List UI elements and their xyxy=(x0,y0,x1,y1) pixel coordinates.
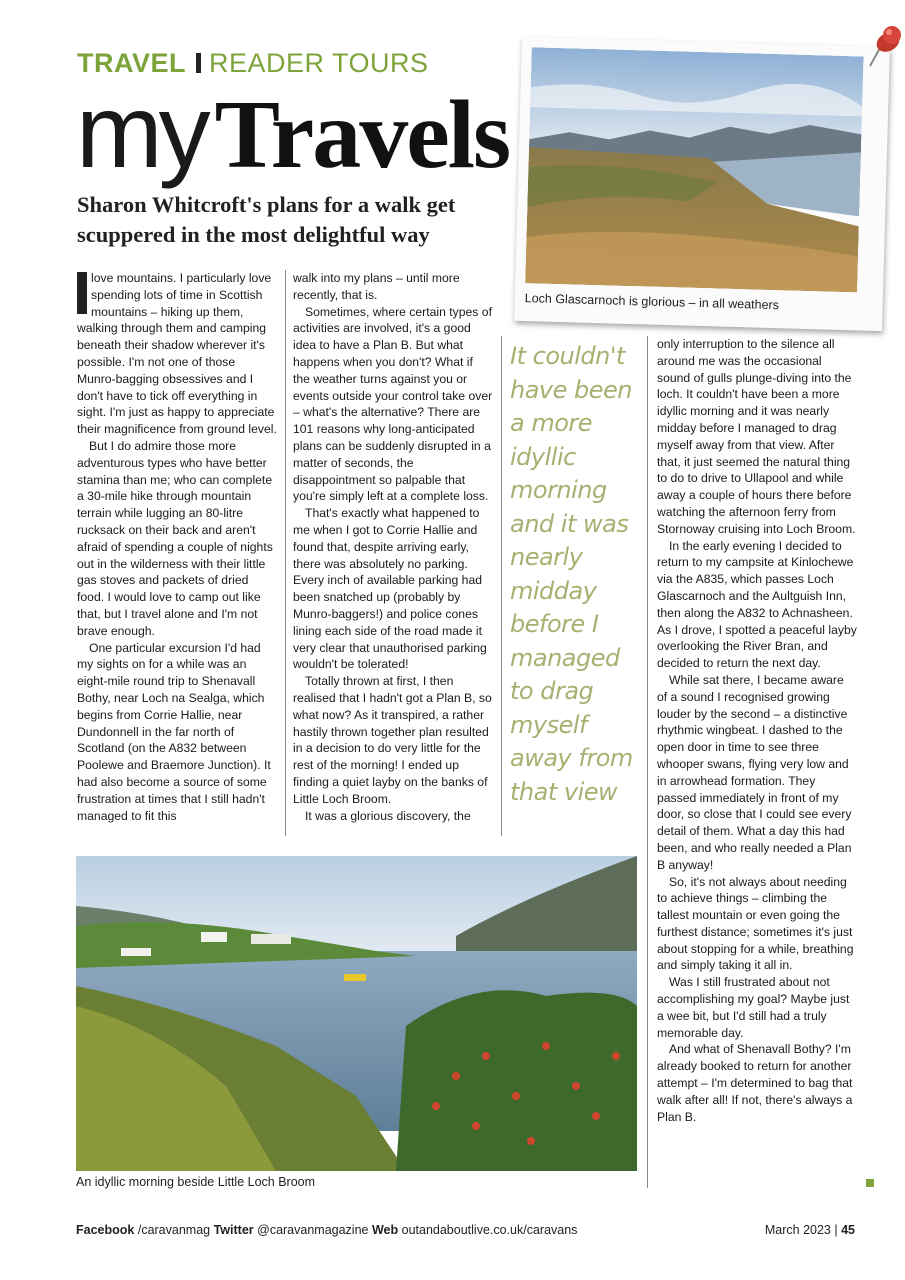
title-light: my xyxy=(76,74,207,190)
paragraph: It was a glorious discovery, the xyxy=(305,808,471,823)
article-column-2 xyxy=(293,270,493,824)
paragraph: only interruption to the silence all around me was the occasional sound of gulls plunge-diving into the loch. It couldn't have been a more idyllic morning and it was nearly midday before I managed to drag myself away from that view. After that, it just seemed the natural thing to do to drive to Ullapool and while away a couple of hours there before watching the afternoon ferry from Stornoway cruising into Loch Broom. xyxy=(657,337,856,536)
top-photo-caption: Loch Glascarnoch is glorious – in all weathers xyxy=(524,291,780,313)
little-loch-broom-photo xyxy=(76,856,637,1171)
twitter-handle[interactable]: @caravanmagazine xyxy=(257,1223,369,1237)
column-divider xyxy=(501,336,502,836)
subsection-label: READER TOURS xyxy=(209,48,429,78)
paragraph: Was I still frustrated about not accomplishing my goal? Maybe just a wee bit, but I'd still had a truly memorable day. xyxy=(657,975,850,1040)
paragraph: That's exactly what happened to me when I got to Corrie Hallie and found that, despite arriving early, there was absolutely no parking. Every inch of available parking had been snatched up (probably by Munro-baggers!) and police cones lining each side of the road made it very clear that unauthorised parking wouldn't be tolerated! xyxy=(293,506,487,672)
footer-social xyxy=(76,1223,577,1237)
page-number: 45 xyxy=(841,1223,855,1237)
section-label: TRAVEL xyxy=(77,48,186,78)
paragraph: walk into my plans – until more recently, that is. xyxy=(293,271,460,302)
column-divider xyxy=(647,336,648,1188)
pushpin-icon xyxy=(866,22,905,70)
article-column-1 xyxy=(77,270,277,824)
paragraph: But I do admire those more adventurous types who have better stamina than me; who can complete a 30-mile hike through mountain terrain while lugging an 80-litre rucksack on their back and aren't afraid of spending a couple of nights out in the wilderness with their little gas stoves and packets of dried food. I would love to camp out like that, but I travel alone and I'm not brave enough. xyxy=(77,438,273,638)
bottom-photo-caption: An idyllic morning beside Little Loch Broom xyxy=(76,1175,316,1189)
dropcap xyxy=(77,272,87,314)
web-label: Web xyxy=(371,1223,399,1237)
paragraph: Sometimes, where certain types of activities are involved, it's a good idea to have a Plan B. But what happens when you don't? What if the weather turns against you or events outside your control take over – what's the alternative? There are 101 reasons why long-anticipated plans can be suddenly disrupted in a matter of seconds, the disappointment so palpable that you're simply left at a complete loss. xyxy=(293,304,493,504)
standfirst: Sharon Whitcroft's plans for a walk get scuppered in the most delightful way xyxy=(77,192,456,247)
paragraph: In the early evening I decided to return to my campsite at Kinlochewe via the A835, which passes Loch Glascarnoch and the Aultguish Inn, then along the A832 to Achnasheen. As I drove, I spotted a peaceful layby overlooking the River Bran, and decided to return the next day. xyxy=(657,538,857,671)
article-end-mark xyxy=(866,1179,874,1187)
column-divider xyxy=(285,270,286,836)
facebook-handle[interactable]: /caravanmag xyxy=(137,1223,211,1237)
kicker-divider xyxy=(196,53,201,73)
web-url[interactable]: outandaboutlive.co.uk/caravans xyxy=(401,1223,578,1237)
paragraph: So, it's not always about needing to achieve things – climbing the tallest mountain or even going the furthest distance; sometimes it's just about stopping for a while, breathing and simply taking it all in. xyxy=(657,874,854,973)
footer-folio: March 2023 | 45 xyxy=(764,1223,855,1237)
facebook-label: Facebook xyxy=(76,1223,135,1237)
pull-quote: It couldn't have been a more idyllic morning and it was nearly midday before I managed to drag myself away from that view xyxy=(510,342,633,806)
twitter-label: Twitter xyxy=(213,1223,254,1237)
paragraph: And what of Shenavall Bothy? I'm already booked to return for another attempt – I'm determined to bag that walk after all! If not, there's always a Plan B. xyxy=(657,1042,853,1124)
page-title xyxy=(76,74,510,190)
paragraph: While sat there, I became aware of a sound I recognised growing louder by the second – a distinctive rhythmic wingbeat. I dashed to the open door in time to see three whooper swans, flying very low and in arrowhead formation. They passed immediately in front of my door, so close that I could see every detail of them. What a day this had been, and who really needed a Plan B anyway! xyxy=(657,672,852,872)
paragraph: love mountains. I particularly love spending lots of time in Scottish mountains – hiking up them, walking through them and camping beneath their shadow wherever it's possible. I'm not one of those Munro-bagging obsessives and I don't have to tick off everything in sight. I'm just as happy to appreciate their magnificence from ground level. xyxy=(77,271,277,437)
article-column-4 xyxy=(657,336,857,1125)
top-photo-polaroid xyxy=(514,37,890,331)
issue-date: March 2023 xyxy=(764,1223,831,1237)
loch-glascarnoch-photo xyxy=(525,47,863,292)
paragraph: One particular excursion I'd had my sights on for a while was an eight-mile round trip to Shenavall Bothy, near Loch na Sealga, which begins from Corrie Hallie, near Dundonnell in the far north of Scotland (on the A832 between Poolewe and Braemore Junction). It had also become a source of some frustration at times that I still hadn't managed to fit this xyxy=(77,640,271,823)
title-bold: Travels xyxy=(214,81,510,189)
paragraph: Totally thrown at first, I then realised that I hadn't got a Plan B, so what now? As it transpired, a rather hastily thrown together plan resulted in a decision to do very little for the rest of the morning! I ended up finding a quiet layby on the banks of Little Loch Broom. xyxy=(293,674,492,806)
